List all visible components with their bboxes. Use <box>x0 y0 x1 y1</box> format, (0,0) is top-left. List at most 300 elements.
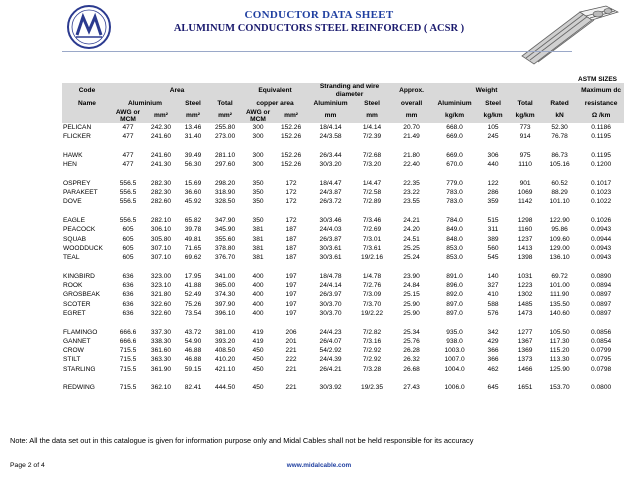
table-cell: 0.1195 <box>591 151 611 159</box>
table-cell: 187 <box>285 254 297 262</box>
table-cell: 1004.0 <box>444 365 465 373</box>
table-cell: 0.0944 <box>590 235 612 243</box>
table-cell: 400 <box>252 272 264 280</box>
table-cell: 440 <box>487 161 499 169</box>
table-cell: 82.41 <box>184 384 202 392</box>
table-cell: 1398 <box>517 254 533 262</box>
table-cell: 0.0943 <box>590 254 612 262</box>
table-cell: 300 <box>252 151 264 159</box>
table-cell: 24.84 <box>403 282 420 290</box>
table-cell: 1466 <box>517 365 533 373</box>
conductor-code: STILT <box>63 356 81 364</box>
table-cell: 197 <box>285 272 297 280</box>
table-cell: 39.78 <box>184 226 202 234</box>
table-cell: 18/4.14 <box>319 124 342 131</box>
table-cell: 13.46 <box>184 124 202 131</box>
table-cell: 0.0943 <box>590 244 612 252</box>
col-area-steel: Steel <box>178 99 208 109</box>
table-cell: 172 <box>285 198 297 206</box>
document-title: CONDUCTOR DATA SHEET <box>244 9 394 21</box>
table-row <box>62 188 624 197</box>
table-cell: 715.5 <box>119 384 137 392</box>
table-cell: 172 <box>285 216 297 224</box>
table-cell: 397.90 <box>214 300 236 308</box>
unit-kgkm-total: kg/km <box>509 109 541 123</box>
table-cell: 853.0 <box>446 244 463 252</box>
table-cell: 1485 <box>517 300 533 308</box>
table-cell: 1160 <box>517 226 533 234</box>
conductor-code: PARAKEET <box>63 189 98 197</box>
table-cell: 221 <box>285 384 297 392</box>
table-cell: 396.10 <box>214 309 236 317</box>
table-cell: 341.00 <box>214 272 236 280</box>
table-cell: 376.70 <box>214 254 236 262</box>
table-cell: 7/2.76 <box>362 282 382 290</box>
table-cell: 122 <box>487 179 499 187</box>
table-cell: 400 <box>252 291 264 299</box>
table-cell: 7/2.92 <box>362 347 382 355</box>
table-cell: 853.0 <box>446 254 463 262</box>
table-cell: 0.0890 <box>590 272 612 280</box>
unit-mm-steel: mm <box>353 109 391 123</box>
table-cell: 666.6 <box>119 328 137 336</box>
group-spacer <box>62 374 624 383</box>
table-cell: 350 <box>252 189 264 197</box>
col-weight-aluminium: Aluminium <box>432 99 477 109</box>
table-cell: 408.50 <box>214 347 236 355</box>
table-cell: 24.21 <box>403 216 420 224</box>
col-resistance: resistance <box>578 99 624 109</box>
table-cell: 450 <box>252 365 264 373</box>
table-cell: 355.60 <box>214 235 236 243</box>
table-cell: 172 <box>285 189 297 197</box>
table-cell: 22.35 <box>403 179 420 187</box>
table-cell: 636 <box>122 282 134 290</box>
table-cell: 7/3.16 <box>362 337 382 345</box>
table-cell: 7/3.20 <box>362 161 382 169</box>
table-row <box>62 281 624 290</box>
table-cell: 24/4.03 <box>319 226 342 234</box>
table-cell: 7/3.01 <box>362 235 382 243</box>
table-cell: 113.30 <box>549 356 570 364</box>
table-cell: 323.00 <box>150 272 172 280</box>
table-cell: 515 <box>487 216 499 224</box>
table-cell: 938.0 <box>446 337 463 345</box>
table-cell: 1223 <box>517 282 533 290</box>
table-cell: 152.26 <box>280 133 302 141</box>
table-cell: 327 <box>487 282 499 290</box>
table-cell: 187 <box>285 226 297 234</box>
table-cell: 1277 <box>517 328 533 336</box>
table-cell: 636 <box>122 300 134 308</box>
table-cell: 25.25 <box>403 244 420 252</box>
col-weight: Weight <box>432 83 541 99</box>
table-cell: 0.0800 <box>590 384 612 392</box>
table-cell: 359 <box>487 198 499 206</box>
table-cell: 322.60 <box>150 309 172 317</box>
table-cell: 21.49 <box>403 133 420 141</box>
col-area-aluminium: Aluminium <box>112 99 178 109</box>
table-cell: 668.0 <box>446 124 463 131</box>
unit-eq-awg: AWG or MCM <box>242 109 274 123</box>
table-cell: 0.1023 <box>590 189 612 197</box>
table-cell: 46.88 <box>184 347 202 355</box>
table-cell: 30/3.70 <box>319 300 342 308</box>
table-cell: 342 <box>487 328 499 336</box>
table-cell: 30/3.61 <box>319 254 342 262</box>
group-spacer <box>62 262 624 271</box>
table-cell: 393.20 <box>214 337 236 345</box>
table-cell: 25.90 <box>403 309 420 317</box>
table-cell: 23.22 <box>403 189 420 197</box>
table-cell: 400 <box>252 309 264 317</box>
table-cell: 0.0856 <box>590 328 612 336</box>
table-cell: 381 <box>252 226 264 234</box>
table-cell: 345.90 <box>214 226 236 234</box>
table-cell: 125.90 <box>549 365 570 373</box>
table-cell: 366 <box>487 356 499 364</box>
table-cell: 197 <box>285 291 297 299</box>
table-cell: 1/4.47 <box>362 179 382 187</box>
table-cell: 17.95 <box>184 272 202 280</box>
table-cell: 338.30 <box>150 337 172 345</box>
table-cell: 350 <box>252 179 264 187</box>
col-name: Name <box>62 99 112 109</box>
table-cell: 197 <box>285 309 297 317</box>
col-code: Code <box>62 83 112 99</box>
table-cell: 69.72 <box>551 272 568 280</box>
table-cell: 7/3.28 <box>362 365 382 373</box>
table-cell: 197 <box>285 282 297 290</box>
table-cell: 25.24 <box>403 254 420 262</box>
table-cell: 26/4.21 <box>319 365 342 373</box>
table-cell: 1473 <box>517 309 533 317</box>
table-cell: 305.80 <box>150 235 172 243</box>
table-cell: 60.52 <box>551 179 568 187</box>
table-cell: 18/4.47 <box>319 179 342 187</box>
table-cell: 848.0 <box>446 235 463 243</box>
table-cell: 242.30 <box>150 124 172 131</box>
conductor-data-table <box>62 83 624 393</box>
table-cell: 221 <box>285 365 297 373</box>
col-strand-aluminium: Aluminium <box>308 99 353 109</box>
table-cell: 26.28 <box>403 347 420 355</box>
table-cell: 26.32 <box>403 356 420 364</box>
table-cell: 1413 <box>517 244 533 252</box>
table-cell: 46.88 <box>184 356 202 364</box>
table-cell: 891.0 <box>446 272 463 280</box>
table-cell: 140.60 <box>549 309 570 317</box>
table-cell: 15.69 <box>184 179 202 187</box>
table-cell: 318.90 <box>214 189 236 197</box>
col-maxdc: Maximum dc <box>578 83 624 99</box>
table-cell: 477 <box>122 151 134 159</box>
website-link[interactable]: www.midalcable.com <box>286 462 352 469</box>
table-cell: 111.90 <box>549 291 570 299</box>
table-cell: 897.0 <box>446 300 463 308</box>
table-cell: 109.60 <box>549 235 570 243</box>
table-cell: 1006.0 <box>444 384 465 392</box>
table-cell: 282.60 <box>150 198 172 206</box>
table-cell: 783.0 <box>446 198 463 206</box>
table-cell: 281.10 <box>214 151 236 159</box>
table-cell: 773 <box>519 124 531 131</box>
table-cell: 24/3.58 <box>319 133 342 141</box>
table-cell: 347.90 <box>214 216 236 224</box>
table-cell: 19/2.35 <box>361 384 384 392</box>
unit-awg: AWG or MCM <box>112 109 144 123</box>
table-cell: 350 <box>252 216 264 224</box>
document-subtitle: ALUMINUM CONDUCTORS STEEL REINFORCED ( ACSR ) <box>173 23 465 34</box>
table-cell: 26/3.72 <box>319 198 342 206</box>
conductor-code: KINGBIRD <box>63 272 95 280</box>
table-cell: 419 <box>252 328 264 336</box>
table-cell: 328.50 <box>214 198 236 206</box>
table-row <box>62 383 624 392</box>
conductor-code: OSPREY <box>63 179 91 187</box>
table-cell: 306.10 <box>150 226 172 234</box>
table-cell: 241.60 <box>150 151 172 159</box>
table-cell: 0.1017 <box>590 179 612 187</box>
table-cell: 1031 <box>517 272 533 280</box>
table-cell: 477 <box>122 133 134 141</box>
table-row <box>62 290 624 299</box>
table-cell: 560 <box>487 244 499 252</box>
col-copper-area: copper area <box>242 99 308 109</box>
astm-sizes-label: ASTM SIZES <box>578 76 618 83</box>
table-cell: 152.26 <box>280 151 302 159</box>
table-cell: 421.10 <box>214 365 236 373</box>
table-cell: 1302 <box>517 291 533 299</box>
table-cell: 25.90 <box>403 300 420 308</box>
table-cell: 36.60 <box>184 189 202 197</box>
table-cell: 605 <box>122 226 134 234</box>
table-cell: 450 <box>252 356 264 364</box>
unit-mm2-total: mm² <box>208 109 242 123</box>
table-cell: 201 <box>285 337 297 345</box>
table-cell: 715.5 <box>119 356 137 364</box>
table-cell: 88.29 <box>551 189 568 197</box>
table-cell: 361.60 <box>150 347 172 355</box>
col-weight-total: Total <box>509 99 541 109</box>
table-cell: 7/2.69 <box>362 226 382 234</box>
conductor-code: TEAL <box>63 254 80 262</box>
table-cell: 65.82 <box>184 216 202 224</box>
table-cell: 45.92 <box>184 198 202 206</box>
table-cell: 462 <box>487 365 499 373</box>
table-cell: 1373 <box>517 356 533 364</box>
table-cell: 135.50 <box>549 300 570 308</box>
table-cell: 1367 <box>517 337 533 345</box>
table-cell: 306 <box>487 151 499 159</box>
table-cell: 241.30 <box>150 161 172 169</box>
table-cell: 30/3.20 <box>319 161 342 169</box>
group-spacer <box>62 318 624 327</box>
table-cell: 605 <box>122 244 134 252</box>
table-row <box>62 244 624 253</box>
table-cell: 636 <box>122 272 134 280</box>
table-cell: 18/4.78 <box>319 272 342 280</box>
table-cell: 20.70 <box>403 124 420 131</box>
table-cell: 1298 <box>517 216 533 224</box>
table-cell: 39.49 <box>184 151 202 159</box>
table-cell: 105.16 <box>549 161 570 169</box>
col-equivalent: Equivalent <box>242 83 308 99</box>
table-cell: 669.0 <box>446 151 463 159</box>
table-cell: 0.0897 <box>590 309 612 317</box>
table-cell: 187 <box>285 244 297 252</box>
table-cell: 19/2.16 <box>361 254 384 262</box>
table-row <box>62 337 624 346</box>
table-cell: 24/3.87 <box>319 189 342 197</box>
table-cell: 122.90 <box>549 216 570 224</box>
table-cell: 645 <box>487 384 499 392</box>
table-cell: 784.0 <box>446 216 463 224</box>
table-cell: 273.00 <box>214 133 236 141</box>
table-cell: 0.0897 <box>590 291 612 299</box>
conductor-rows <box>62 123 624 393</box>
col-stranding: Stranding and wire diameter <box>308 83 391 99</box>
table-cell: 363.30 <box>150 356 172 364</box>
disclaimer-note: Note: All the data set out in this catalogue is given for information purpose only and Midal Cables shall not be held responsible for its accuracy <box>10 436 474 445</box>
table-cell: 245 <box>487 133 499 141</box>
table-cell: 24/4.23 <box>319 328 342 336</box>
table-cell: 54.90 <box>184 337 202 345</box>
table-cell: 545 <box>487 254 499 262</box>
table-cell: 7/3.09 <box>362 291 382 299</box>
table-cell: 75.26 <box>184 300 202 308</box>
table-cell: 0.0854 <box>590 337 612 345</box>
table-cell: 1/4.14 <box>362 124 382 131</box>
table-cell: 605 <box>122 254 134 262</box>
table-cell: 361.90 <box>150 365 172 373</box>
table-cell: 350 <box>252 198 264 206</box>
col-weight-steel: Steel <box>477 99 509 109</box>
table-cell: 26/3.97 <box>319 291 342 299</box>
table-cell: 105 <box>487 124 499 131</box>
table-cell: 221 <box>285 347 297 355</box>
table-cell: 7/2.68 <box>362 151 382 159</box>
table-row <box>62 179 624 188</box>
cable-illustration <box>520 2 620 68</box>
table-cell: 1369 <box>517 347 533 355</box>
table-cell: 897.0 <box>446 309 463 317</box>
table-row <box>62 225 624 234</box>
header-divider <box>62 51 572 52</box>
table-cell: 783.0 <box>446 189 463 197</box>
group-spacer <box>62 142 624 151</box>
table-cell: 381.00 <box>214 328 236 336</box>
table-row <box>62 253 624 262</box>
table-cell: 1651 <box>517 384 533 392</box>
col-blank <box>62 109 112 123</box>
table-cell: 7/2.89 <box>362 198 382 206</box>
table-cell: 311 <box>487 226 499 234</box>
table-row <box>62 160 624 169</box>
table-cell: 556.5 <box>119 179 137 187</box>
table-row <box>62 216 624 225</box>
table-cell: 556.5 <box>119 198 137 206</box>
group-spacer <box>62 207 624 216</box>
table-row <box>62 272 624 281</box>
table-cell: 25.76 <box>403 337 420 345</box>
unit-mm2-al: mm² <box>144 109 178 123</box>
table-cell: 715.5 <box>119 347 137 355</box>
table-cell: 187 <box>285 235 297 243</box>
table-cell: 1069 <box>517 189 533 197</box>
unit-eq-mm2: mm² <box>274 109 308 123</box>
table-cell: 117.30 <box>549 337 570 345</box>
table-cell: 0.0943 <box>590 226 612 234</box>
table-cell: 444.50 <box>214 384 236 392</box>
table-cell: 24/4.14 <box>319 282 342 290</box>
table-cell: 7/2.82 <box>362 328 382 336</box>
conductor-code: EGRET <box>63 309 86 317</box>
table-cell: 26/4.07 <box>319 337 342 345</box>
table-cell: 1003.0 <box>444 347 465 355</box>
table-cell: 322.60 <box>150 300 172 308</box>
table-cell: 129.00 <box>549 244 570 252</box>
table-cell: 23.90 <box>403 272 420 280</box>
table-cell: 1142 <box>517 198 533 206</box>
conductor-code: FLICKER <box>63 133 91 141</box>
table-cell: 477 <box>122 124 134 131</box>
table-cell: 52.49 <box>184 291 202 299</box>
table-cell: 21.80 <box>403 151 420 159</box>
table-cell: 298.20 <box>214 179 236 187</box>
table-cell: 56.30 <box>184 161 202 169</box>
table-cell: 115.20 <box>549 347 570 355</box>
table-cell: 556.5 <box>119 216 137 224</box>
table-cell: 25.34 <box>403 328 420 336</box>
table-cell: 378.80 <box>214 244 236 252</box>
table-cell: 26/3.87 <box>319 235 342 243</box>
header-row-3 <box>62 109 624 123</box>
conductor-code: HEN <box>63 161 77 169</box>
table-cell: 0.0897 <box>590 300 612 308</box>
table-cell: 381 <box>252 235 264 243</box>
table-cell: 605 <box>122 235 134 243</box>
table-cell: 297.60 <box>214 161 236 169</box>
table-cell: 670.0 <box>446 161 463 169</box>
table-cell: 0.1195 <box>591 133 611 141</box>
group-spacer <box>62 169 624 178</box>
table-row <box>62 300 624 309</box>
table-cell: 59.15 <box>184 365 202 373</box>
table-cell: 282.10 <box>150 216 172 224</box>
table-cell: 7/3.70 <box>362 300 382 308</box>
table-cell: 30/3.92 <box>319 384 342 392</box>
table-cell: 419 <box>252 337 264 345</box>
table-cell: 105.50 <box>549 328 570 336</box>
table-cell: 286 <box>487 189 499 197</box>
table-cell: 450 <box>252 347 264 355</box>
unit-mm2-steel: mm² <box>178 109 208 123</box>
table-cell: 255.80 <box>214 124 236 131</box>
table-cell: 7/2.92 <box>362 356 382 364</box>
table-cell: 69.62 <box>184 254 202 262</box>
table-cell: 636 <box>122 309 134 317</box>
table-cell: 152.26 <box>280 161 302 169</box>
table-cell: 153.70 <box>549 384 570 392</box>
table-cell: 41.88 <box>184 282 202 290</box>
conductor-code: SQUAB <box>63 235 87 243</box>
table-cell: 365.00 <box>214 282 236 290</box>
table-cell: 556.5 <box>119 189 137 197</box>
table-cell: 31.40 <box>184 133 202 141</box>
table-cell: 374.30 <box>214 291 236 299</box>
table-row <box>62 132 624 141</box>
